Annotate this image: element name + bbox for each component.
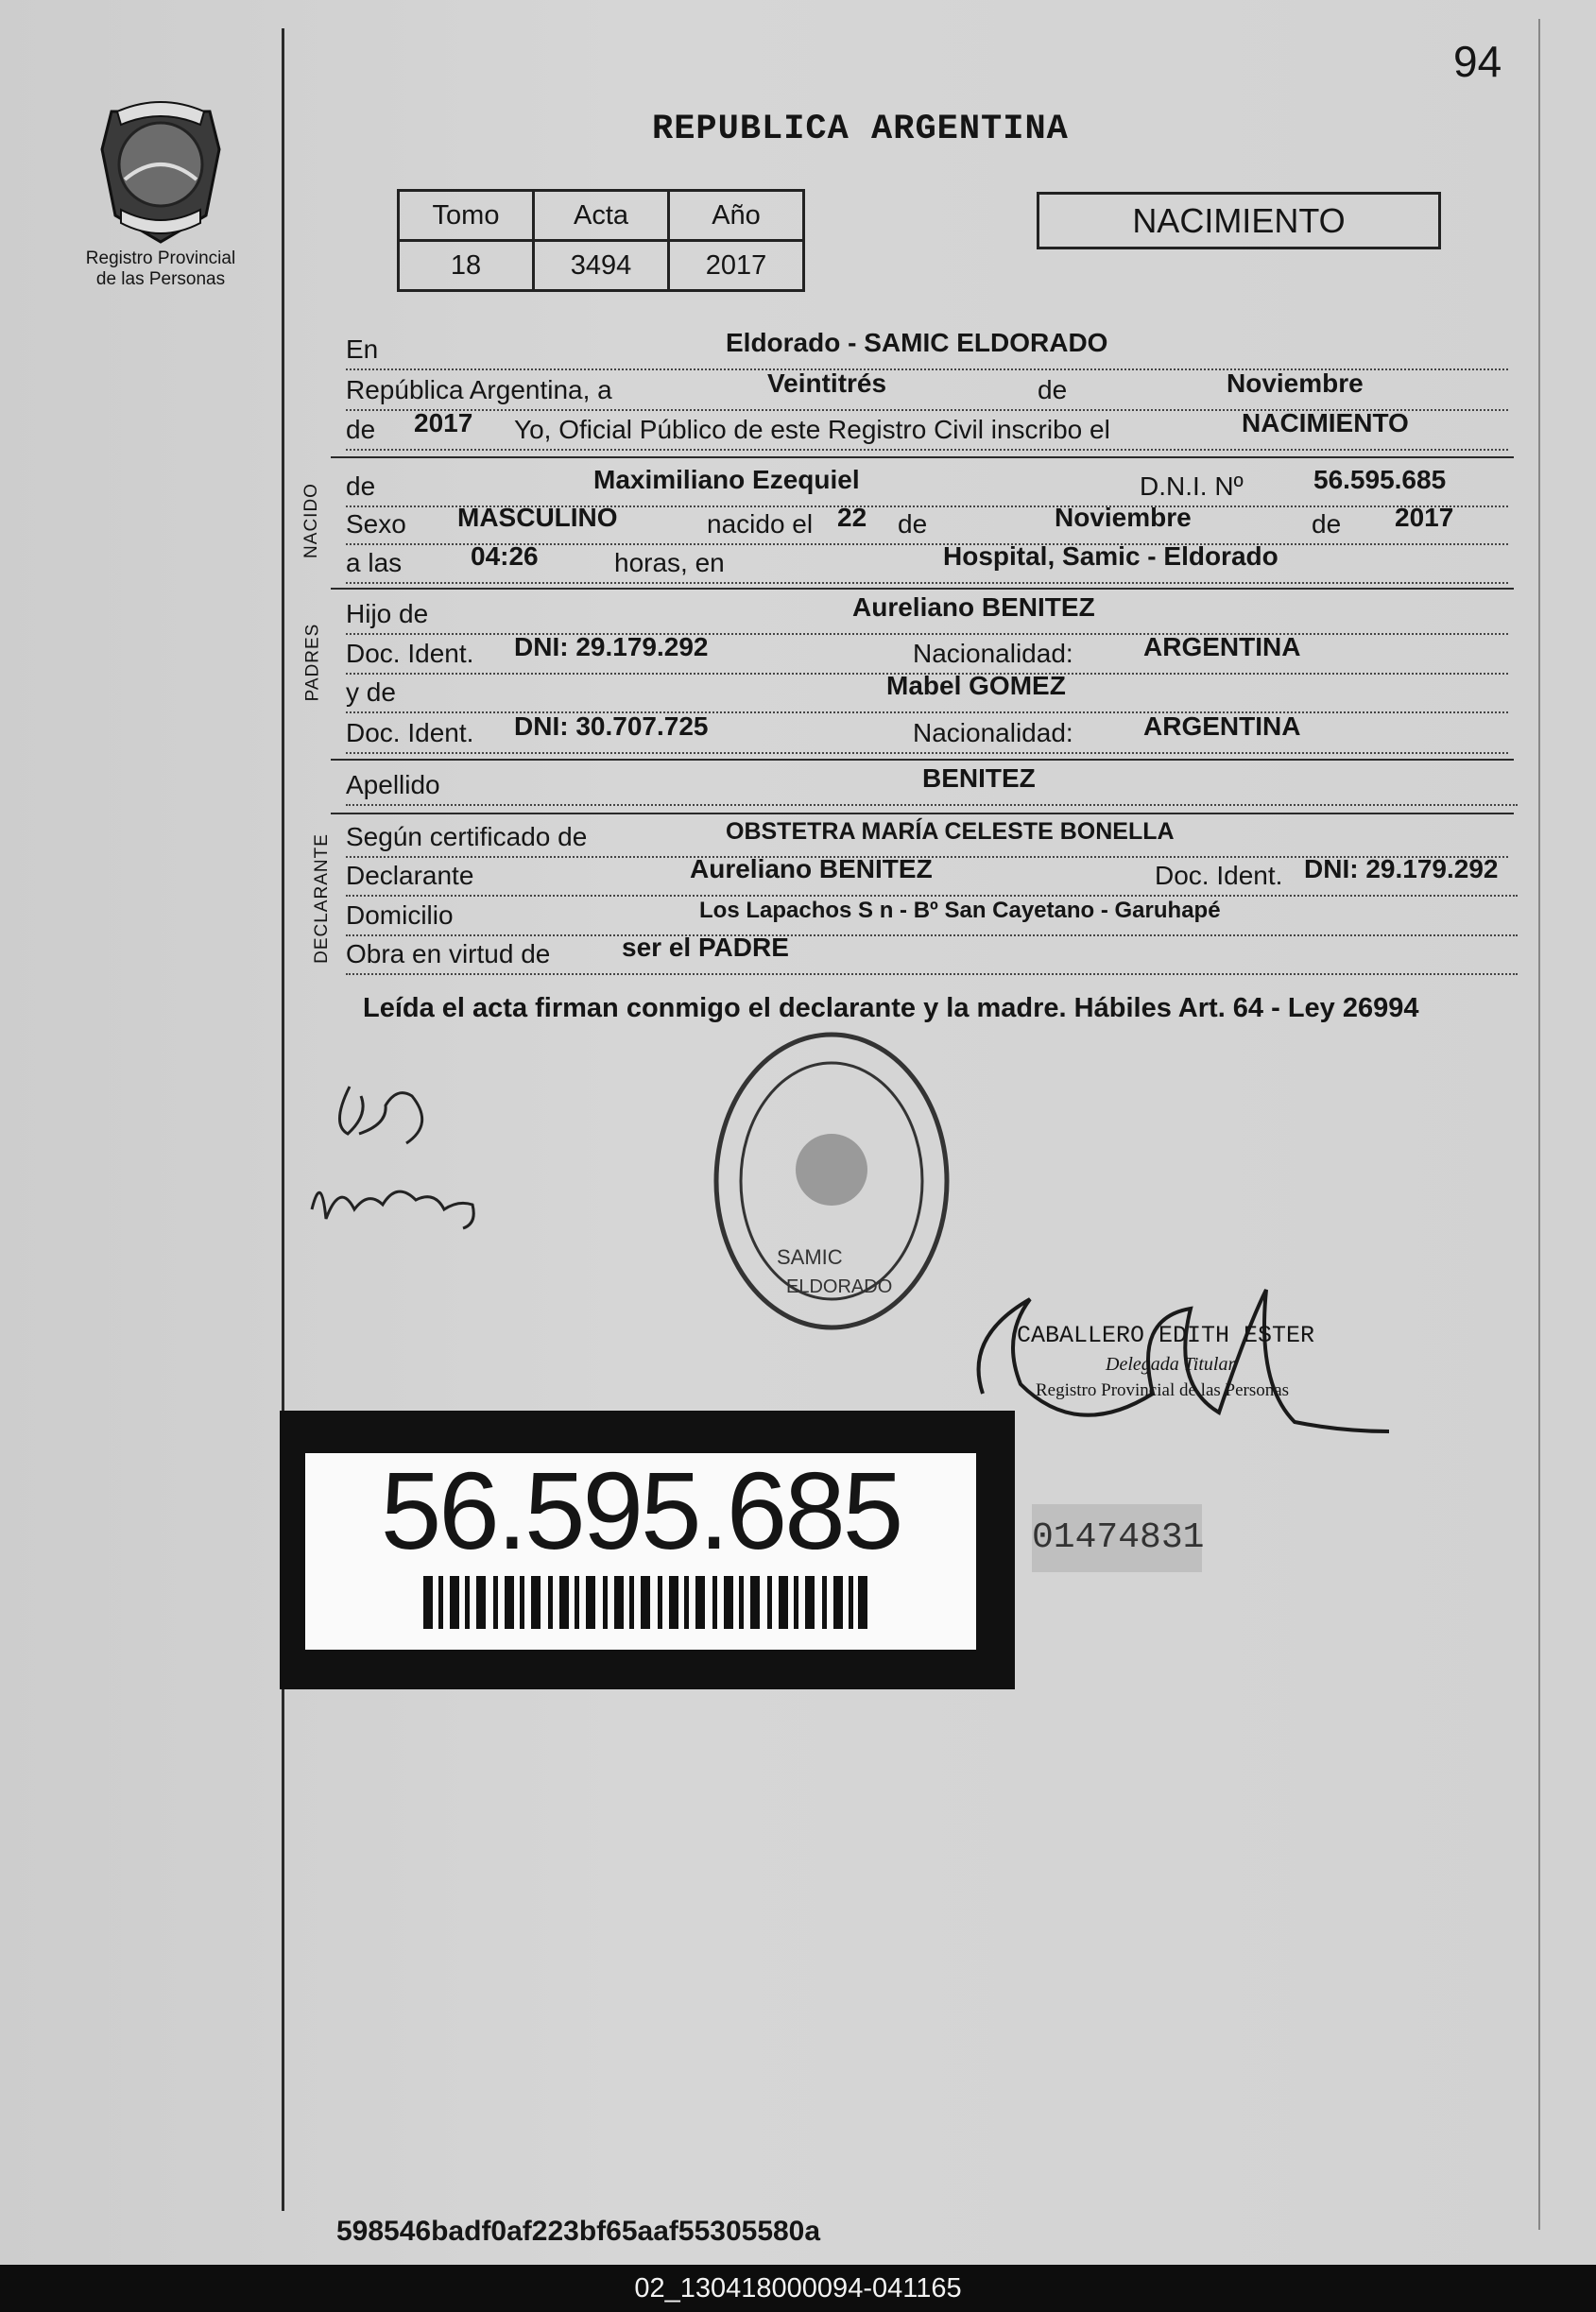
side-label-nacido: NACIDO [300,483,321,558]
value-sexo: MASCULINO [457,503,618,532]
label-sexo: Sexo [346,509,406,539]
barcode-icon [423,1576,867,1629]
label-de-nombre: de [346,471,376,501]
row-obra [346,935,1518,975]
label-hijo-de: Hijo de [346,599,429,628]
separator [331,759,1514,761]
value-domicilio: Los Lapachos S n - Bº San Cayetano - Garuhapé [699,898,1221,923]
label-doc-ident3: Doc. Ident. [1155,861,1283,890]
separator [331,456,1514,458]
table-value-tomo: 18 [399,241,534,291]
label-segun-certificado: Según certificado de [346,822,588,851]
table-value-acta: 3494 [534,241,669,291]
document-title: REPUBLICA ARGENTINA [652,110,1069,149]
value-nac-dia: 22 [837,503,867,532]
row-declarante [346,854,1518,897]
label-nacionalidad2: Nacionalidad: [913,718,1073,747]
logo-text-line1: Registro Provincial [85,248,236,268]
label-apellido: Apellido [346,770,440,799]
label-nacido-el: nacido el [707,509,814,539]
row-lugar [346,328,1508,370]
label-de: de [1038,375,1068,404]
value-padre-nac: ARGENTINA [1143,632,1301,661]
official-name: CABALLERO EDITH ESTER [1017,1322,1315,1349]
separator [331,813,1514,814]
value-hora: 04:26 [471,541,539,571]
logo-text-line2: de las Personas [95,269,226,289]
value-nac-anio: 2017 [1395,503,1454,532]
value-obra: ser el PADRE [622,933,789,962]
label-en: En [346,334,379,364]
label-declarante: Declarante [346,861,474,890]
table-header-anio: Año [669,191,804,241]
barcode-number: 56.595.685 [380,1449,901,1572]
right-margin-line [1538,19,1540,2230]
value-declarante: Aureliano BENITEZ [690,854,933,883]
value-madre-dni: DNI: 30.707.725 [514,711,709,741]
footer-id: 02_130418000094-041165 [0,2265,1596,2312]
record-table [397,189,805,292]
value-declarante-dni: DNI: 29.179.292 [1304,854,1499,883]
value-padre-dni: DNI: 29.179.292 [514,632,709,661]
label-de-anio: de [346,415,376,444]
value-certificado: OBSTETRA MARÍA CELESTE BONELLA [726,818,1175,845]
value-mes: Noviembre [1227,368,1364,398]
value-padre: Aureliano BENITEZ [852,592,1095,622]
label-doc-ident: Doc. Ident. [346,639,474,668]
misiones-seal-icon [83,93,238,248]
official-title: Delegada Titular [1106,1354,1236,1375]
label-domicilio: Domicilio [346,900,454,930]
row-padre-doc [346,632,1508,675]
value-apellido: BENITEZ [922,763,1036,793]
value-anio: 2017 [414,408,473,437]
label-y-de: y de [346,677,396,707]
document-hash: 598546badf0af223bf65aaf55305580a [336,2216,821,2247]
serial-number: 01474831 [1032,1504,1202,1572]
row-madre [346,671,1508,713]
label-republica: República Argentina, a [346,375,612,404]
stamp-center-samic: SAMIC [777,1245,843,1269]
row-fecha [346,368,1508,411]
value-nombre: Maximiliano Ezequiel [593,465,860,494]
value-madre: Mabel GOMEZ [886,671,1066,700]
label-de3: de [1312,509,1342,539]
label-doc-ident2: Doc. Ident. [346,718,474,747]
row-hora [346,541,1508,584]
side-label-declarante: DECLARANTE [311,833,332,964]
row-apellido [346,763,1518,806]
row-inscripcion [346,408,1508,451]
table-header-acta: Acta [534,191,669,241]
row-padre [346,592,1508,635]
row-certificado [346,818,1508,858]
row-madre-doc [346,711,1508,754]
page-number: 94 [1453,37,1502,86]
handwritten-signatures [302,1068,491,1257]
label-horas-en: horas, en [614,548,725,577]
value-lugar: Eldorado - SAMIC ELDORADO [726,328,1108,357]
table-header-tomo: Tomo [399,191,534,241]
value-nac-mes: Noviembre [1055,503,1192,532]
official-registry: Registro Provincial de las Personas [1036,1380,1290,1400]
value-madre-nac: ARGENTINA [1143,711,1301,741]
row-sexo [346,505,1508,545]
registry-logo-text [66,248,255,290]
row-nombre [346,465,1508,507]
record-type-box: NACIMIENTO [1037,192,1441,249]
value-acto: NACIMIENTO [1242,408,1409,437]
label-de2: de [898,509,928,539]
row-domicilio [346,897,1518,936]
official-stamp [964,1280,1399,1450]
left-margin-line [282,28,284,2211]
registry-stamp [711,1028,952,1335]
separator [331,588,1514,590]
value-dni: 56.595.685 [1313,465,1447,494]
label-yo-oficial: Yo, Oficial Público de este Registro Civil inscribo el [514,415,1110,444]
label-obra-en-virtud: Obra en virtud de [346,939,551,968]
value-dia: Veintitrés [767,368,887,398]
label-dni: D.N.I. Nº [1140,471,1244,501]
label-nacionalidad: Nacionalidad: [913,639,1073,668]
side-label-padres: PADRES [302,623,323,702]
closing-text: Leída el acta firman conmigo el declarante y la madre. Hábiles Art. 64 - Ley 26994 [363,993,1419,1023]
label-a-las: a las [346,548,403,577]
value-lugar-nac: Hospital, Samic - Eldorado [943,541,1279,571]
table-value-anio: 2017 [669,241,804,291]
stamp-center-eldorado: ELDORADO [786,1276,893,1297]
